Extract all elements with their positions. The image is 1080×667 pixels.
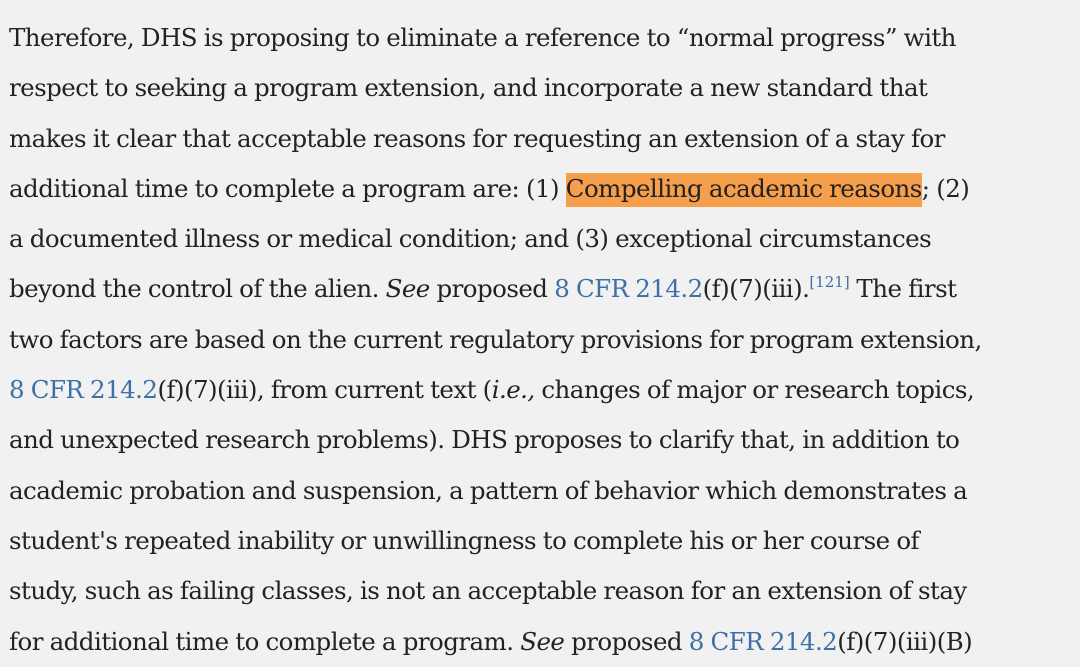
text-run: beyond the control of the alien. (9, 274, 386, 304)
text-line (9, 415, 1079, 465)
text-line (9, 63, 1079, 113)
text-line (9, 365, 1079, 415)
text-line (9, 264, 1079, 314)
text-line (9, 466, 1079, 516)
text-line (9, 315, 1079, 365)
text-run: academic probation and suspension, a pattern of behavior which demonstrates a (9, 475, 968, 505)
text-run: additional time to complete a program are: (1) (9, 173, 566, 203)
text-run: Therefore, DHS is proposing to eliminate a reference to “normal progress” with (9, 23, 956, 52)
text-line (9, 214, 1079, 264)
text-line (9, 516, 1079, 566)
text-line (9, 566, 1079, 616)
text-run: study, such as failing classes, is not an acceptable reason for an extension of stay (9, 576, 967, 606)
cfr-link[interactable]: 8 CFR 214.2 (688, 626, 838, 656)
footnote-link[interactable]: [121] (809, 273, 850, 292)
text-line (9, 114, 1079, 164)
document-paragraph (9, 13, 1079, 667)
text-line (9, 164, 1079, 214)
text-run: proposed (429, 274, 555, 304)
text-run: (f)(7)(iii). (702, 274, 810, 304)
text-run: The first (849, 274, 957, 304)
highlighted-text: Compelling academic reasons (566, 173, 922, 207)
text-run: proposed (564, 626, 689, 656)
text-run: (f)(7)(iii)(B) (837, 626, 973, 656)
italic-see: See (520, 626, 565, 656)
cfr-link[interactable]: 8 CFR 214.2 (9, 375, 158, 405)
text-line (9, 617, 1079, 667)
text-run: a documented illness or medical condition; and (3) exceptional circumstances (9, 224, 932, 254)
italic-ie: i.e., (491, 375, 535, 405)
italic-see: See (385, 274, 430, 304)
text-run: and unexpected research problems). DHS proposes to clarify that, in addition to (9, 425, 960, 455)
text-run: (f)(7)(iii), from current text ( (157, 375, 492, 405)
text-run: ; (2) (921, 173, 970, 203)
cfr-link[interactable]: 8 CFR 214.2 (554, 274, 703, 304)
text-run: changes of major or research topics, (534, 375, 975, 405)
text-run: for additional time to complete a program. (9, 626, 521, 656)
text-run: respect to seeking a program extension, and incorporate a new standard that (9, 73, 928, 103)
text-run: student's repeated inability or unwillingness to complete his or her course of (9, 525, 920, 555)
text-line (9, 13, 1079, 63)
text-run: two factors are based on the current regulatory provisions for program extension, (9, 324, 982, 354)
text-run: makes it clear that acceptable reasons for requesting an extension of a stay for (9, 123, 945, 153)
